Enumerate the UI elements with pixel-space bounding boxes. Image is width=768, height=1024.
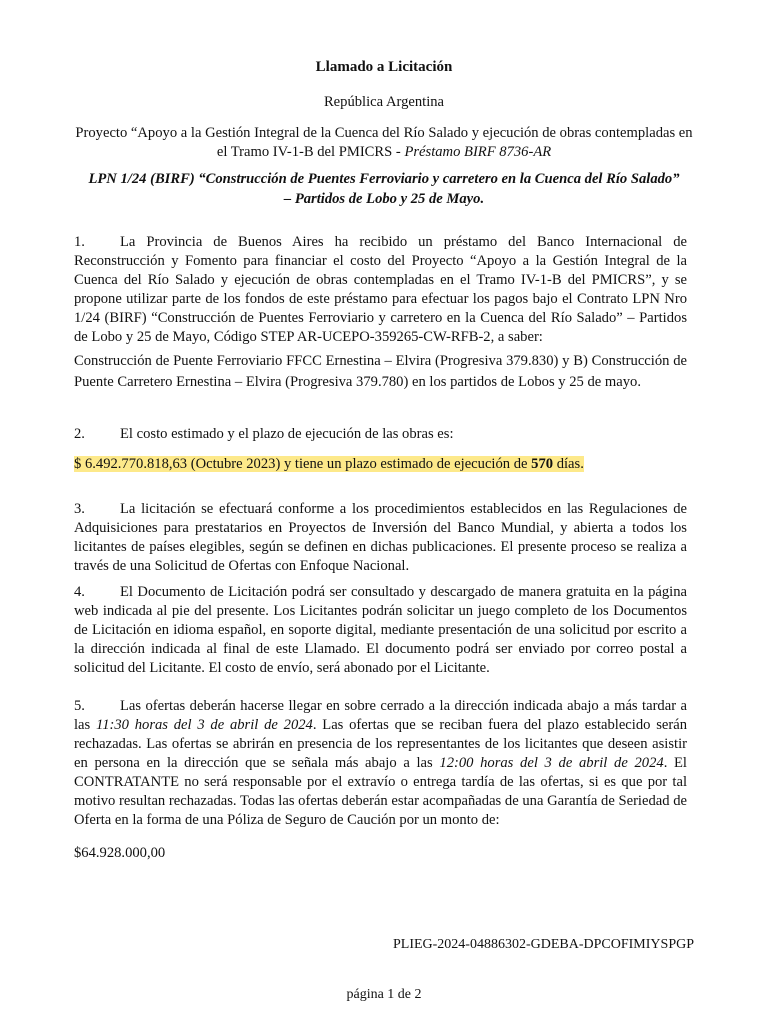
guarantee-amount: $64.928.000,00 [74, 845, 166, 861]
loan-number: Préstamo BIRF 8736-AR [404, 144, 552, 160]
cost-unit: días. [556, 456, 584, 472]
project-text: Proyecto “Apoyo a la Gestión Integral de la Cuenca del Río Salado y ejecución de obras contempladas en el Tramo IV-1-B del PMICRS - [75, 125, 693, 160]
opening-time: 12:00 horas del 3 de abril de 2024 [439, 755, 664, 771]
paragraph-number: 4. [74, 584, 85, 600]
cost-days: 570 [531, 456, 554, 472]
paragraph-text-c: . El CONTRATANTE no será responsable por el extravío o entrega tardía de las ofertas, si es que por tal motivo resultan rechazadas. Todas las ofertas deberán estar acompañadas de una Garantía de Seriedad de Oferta en la forma de una Póliza de Seguro de Caución por un monto de: [74, 755, 687, 828]
paragraph-text: La Provincia de Buenos Aires ha recibido un préstamo del Banco Internacional de Reconstrucción y Fomento para financiar el costo del Proyecto “Apoyo a la Gestión Integral de la Cuenca del Río Salado y ejecución de obras contempladas en el Tramo IV-1-B del PMICRS”, y se propone utilizar parte de los fondos de este préstamo para efectuar los pagos bajo el Contrato LPN Nro 1/24 (BIRF) “Construcción de Puentes Ferroviario y carretero en la Cuenca del Río Salado” – Partidos de Lobo y 25 de Mayo, Código STEP AR-UCEPO-359265-CW-RFB-2, a saber: [74, 234, 687, 345]
cost-text: $ 6.492.770.818,63 (Octubre 2023) y tiene un plazo estimado de ejecución de [74, 456, 528, 472]
paragraph-text: El costo estimado y el plazo de ejecución de las obras es: [120, 426, 454, 442]
paragraph-number: 3. [74, 501, 85, 517]
paragraph-3 [74, 500, 687, 576]
page-number: página 1 de 2 [346, 987, 422, 1002]
paragraph-number: 2. [74, 426, 85, 442]
paragraph-4 [74, 583, 687, 678]
paragraph-text-b: . Las ofertas que se reciban fuera del plazo establecido serán rechazadas. Las ofertas se abrirán en presencia de los representantes de los licitantes que deseen asistir en persona en la dirección que se señala más abajo a las [74, 717, 687, 771]
country-line: República Argentina [323, 94, 445, 110]
paragraph-number: 5. [74, 698, 85, 714]
lpn-heading: LPN 1/24 (BIRF) “Construcción de Puentes Ferroviario y carretero en la Cuenca del Río Salado” – Partidos de Lobo y 25 de Mayo. [88, 171, 680, 207]
cost-highlight [74, 456, 584, 472]
paragraph-5 [74, 697, 687, 830]
document-code: PLIEG-2024-04886302-GDEBA-DPCOFIMIYSPGP [392, 937, 694, 952]
document-title: Llamado a Licitación [315, 59, 453, 75]
paragraph-text: El Documento de Licitación podrá ser consultado y descargado de manera gratuita en la página web indicada al pie del presente. Los Licitantes podrán solicitar un juego completo de los Documentos de Licitación en idioma español, en soporte digital, mediante presentación de una solicitud por escrito a la dirección indicada al final de este Llamado. El documento podrá ser enviado por correo postal a solicitud del Licitante. El costo de envío, será abonado por el Licitante. [74, 584, 687, 676]
paragraph-2 [74, 425, 687, 444]
works-description: Construcción de Puente Ferroviario FFCC Ernestina – Elvira (Progresiva 379.830) y B) Construcción de Puente Carretero Ernestina – Elvira (Progresiva 379.780) en los partidos de Lobos y 25 de mayo. [74, 353, 687, 390]
paragraph-number: 1. [74, 234, 85, 250]
paragraph-text: La licitación se efectuará conforme a los procedimientos establecidos en las Regulaciones de Adquisiciones para prestatarios en Proyectos de Inversión del Banco Mundial, y abierta a todos los licitantes de países elegibles, según se definen en dichas publicaciones. El presente proceso se realiza a través de una Solicitud de Ofertas con Enfoque Nacional. [74, 501, 687, 574]
cost-line [74, 455, 687, 474]
project-line [74, 124, 694, 162]
paragraph-1 [74, 233, 687, 347]
paragraph-text-a: Las ofertas deberán hacerse llegar en sobre cerrado a la dirección indicada abajo a más tardar a las [74, 698, 687, 733]
deadline-time: 11:30 horas del 3 de abril de 2024 [96, 717, 313, 733]
